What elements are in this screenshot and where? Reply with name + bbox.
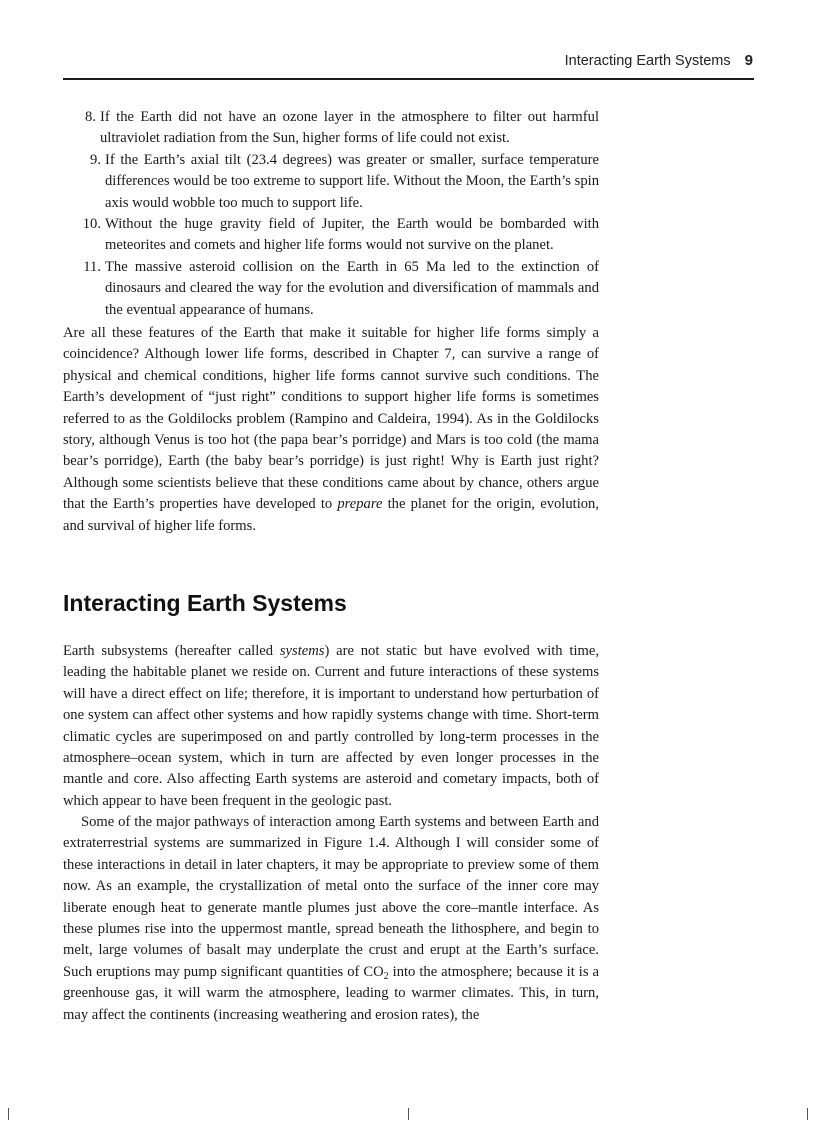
systems-paragraph [63, 641, 599, 812]
list-item-number: 10. [82, 216, 101, 233]
goldilocks-paragraph [63, 323, 599, 537]
emphasis-prepare: prepare [337, 496, 383, 513]
list-item-number: 11. [83, 258, 101, 275]
running-header-title: Interacting Earth Systems [564, 53, 731, 69]
paragraph-text: the planet for the origin, evolution, and survival of higher life forms. [63, 496, 599, 534]
list-item-text: Without the huge gravity field of Jupiter, the Earth would be bombarded with meteorites and comets and higher life forms would not survive on the planet. [105, 216, 599, 254]
list-item [63, 107, 599, 150]
subscript-2: 2 [383, 970, 389, 982]
list-item [63, 257, 599, 321]
crop-mark-left [8, 1108, 9, 1120]
list-item-number: 9. [90, 151, 101, 168]
list-item [63, 150, 599, 214]
pathways-paragraph [63, 812, 599, 1026]
crop-mark-right [807, 1108, 808, 1120]
page-number: 9 [744, 52, 753, 69]
list-item-text: If the Earth did not have an ozone layer in the atmosphere to filter out harmful ultraviolet radiation from the Sun, higher forms of life could not exist. [100, 109, 599, 147]
running-header [63, 52, 753, 76]
list-item [63, 214, 599, 257]
paragraph-text: Are all these features of the Earth that make it suitable for higher life forms simply a coincidence? Although lower life forms, described in Chapter 7, can survive a range of physical and chemical conditions, higher life forms cannot survive such conditions. The Earth’s development of “just right” conditions to support higher life forms is sometimes referred to as the Goldilocks problem (Rampino and Caldeira, 1994). As in the Goldilocks story, although Venus is too hot (the papa bear’s porridge) and Mars is too cold (the mama bear’s porridge), Earth (the baby bear’s porridge) is just right! Why is Earth just right? Although some scientists believe that these conditions came about by chance, others argue that the Earth’s properties have developed to [63, 325, 599, 513]
section-heading: Interacting Earth Systems [63, 590, 347, 616]
emphasis-systems: systems [279, 643, 325, 659]
numbered-list [63, 107, 599, 321]
paragraph-text: Earth subsystems (hereafter called [63, 643, 280, 659]
paragraph-text: ) are not static but have evolved with time, leading the habitable planet we reside on. Current and future interactions of these systems will have a direct effect on life; therefore, it is important to understand how perturbation of one system can affect other systems and how rapidly systems change with time. Short-term climatic cycles are superimposed on and partly controlled by long-term processes in the atmosphere–ocean system, which in turn are affected by even longer processes in the mantle and core. Also affecting Earth systems are asteroid and cometary impacts, both of which appear to have been frequent in the geologic past. [63, 643, 599, 809]
paragraph-text: into the atmosphere; because it is a greenhouse gas, it will warm the atmosphere, leading to warmer climates. This, in turn, may affect the continents (increasing weathering and erosion rates), the [63, 963, 599, 1023]
crop-mark-center [408, 1108, 409, 1120]
paragraph-text: Some of the major pathways of interaction among Earth systems and between Earth and extraterrestrial systems are summarized in Figure 1.4. Although I will consider some of these interactions in detail in later chapters, it may be appropriate to preview some of them now. As an example, the crystallization of metal onto the surface of the inner core may liberate enough heat to generate mantle plumes just above the core–mantle interface. As these plumes rise into the uppermost mantle, spread beneath the lithosphere, and begin to melt, large volumes of basalt may underplate the crust and erupt at the Earth’s surface. Such eruptions may pump significant quantities of CO [63, 814, 599, 980]
list-item-text: If the Earth’s axial tilt (23.4 degrees) was greater or smaller, surface temperature differences would be too extreme to support life. Without the Moon, the Earth’s spin axis would wobble too much to support life. [105, 151, 599, 211]
list-item-text: The massive asteroid collision on the Earth in 65 Ma led to the extinction of dinosaurs and cleared the way for the evolution and diversification of mammals and the eventual appearance of humans. [105, 258, 599, 318]
list-item-number: 8. [85, 109, 96, 125]
header-rule [63, 78, 754, 80]
